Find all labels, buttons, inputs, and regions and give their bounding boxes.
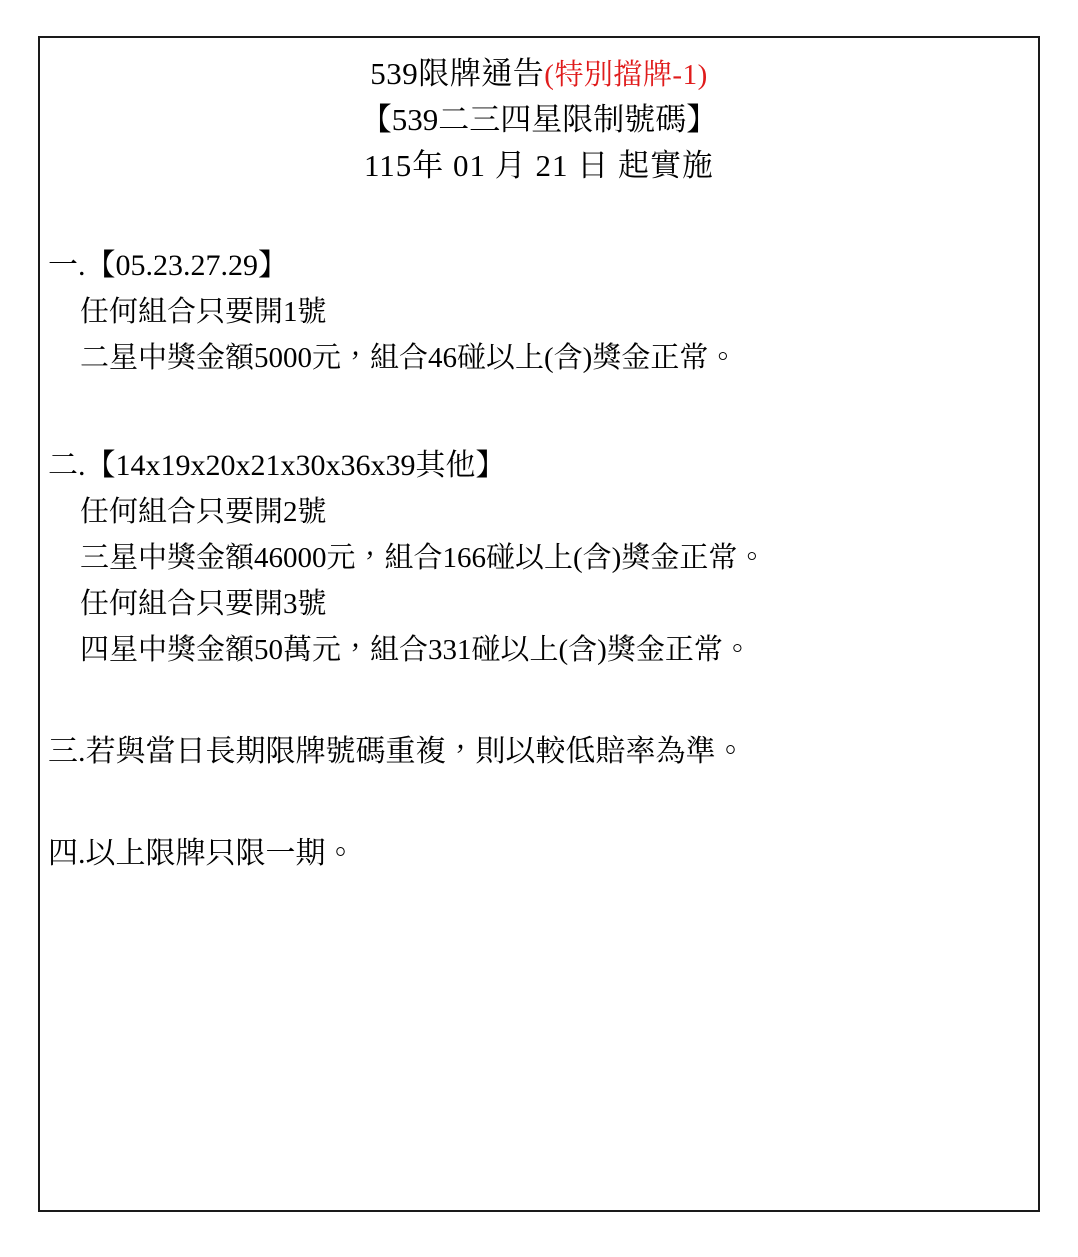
section-one-line-1: 任何組合只要開1號 xyxy=(80,296,327,328)
page-title-tag: (特別擋牌-1) xyxy=(544,59,708,91)
section-two xyxy=(40,443,1038,673)
effective-date: 115年 01 月 21 日 起實施 xyxy=(363,148,715,183)
section-one xyxy=(40,243,1038,381)
section-one-heading: 一.【05.23.27.29】 xyxy=(48,249,288,282)
section-two-line-1: 任何組合只要開2號 xyxy=(80,496,327,528)
document-subtitle: 【539二三四星限制號碼】 xyxy=(360,102,718,137)
document-header xyxy=(40,38,1038,189)
section-two-line-2: 三星中獎金額46000元，組合166碰以上(含)獎金正常。 xyxy=(80,542,767,574)
page-title xyxy=(40,52,1038,97)
note-four: 四.以上限牌只限一期。 xyxy=(48,837,356,870)
section-two-line-3: 任何組合只要開3號 xyxy=(80,588,327,620)
document-body xyxy=(40,243,1038,877)
page-title-main: 539限牌通告 xyxy=(370,56,545,91)
spacer-two xyxy=(40,673,1038,729)
spacer-one xyxy=(40,381,1038,443)
section-two-line-4: 四星中獎金額50萬元，組合331碰以上(含)獎金正常。 xyxy=(80,634,752,666)
section-two-heading: 二.【14x19x20x21x30x36x39其他】 xyxy=(48,449,506,482)
spacer-three xyxy=(40,775,1038,831)
section-one-line-2: 二星中獎金額5000元，組合46碰以上(含)獎金正常。 xyxy=(80,342,738,374)
note-three: 三.若與當日長期限牌號碼重複，則以較低賠率為準。 xyxy=(48,735,746,768)
notice-box xyxy=(38,36,1040,1212)
